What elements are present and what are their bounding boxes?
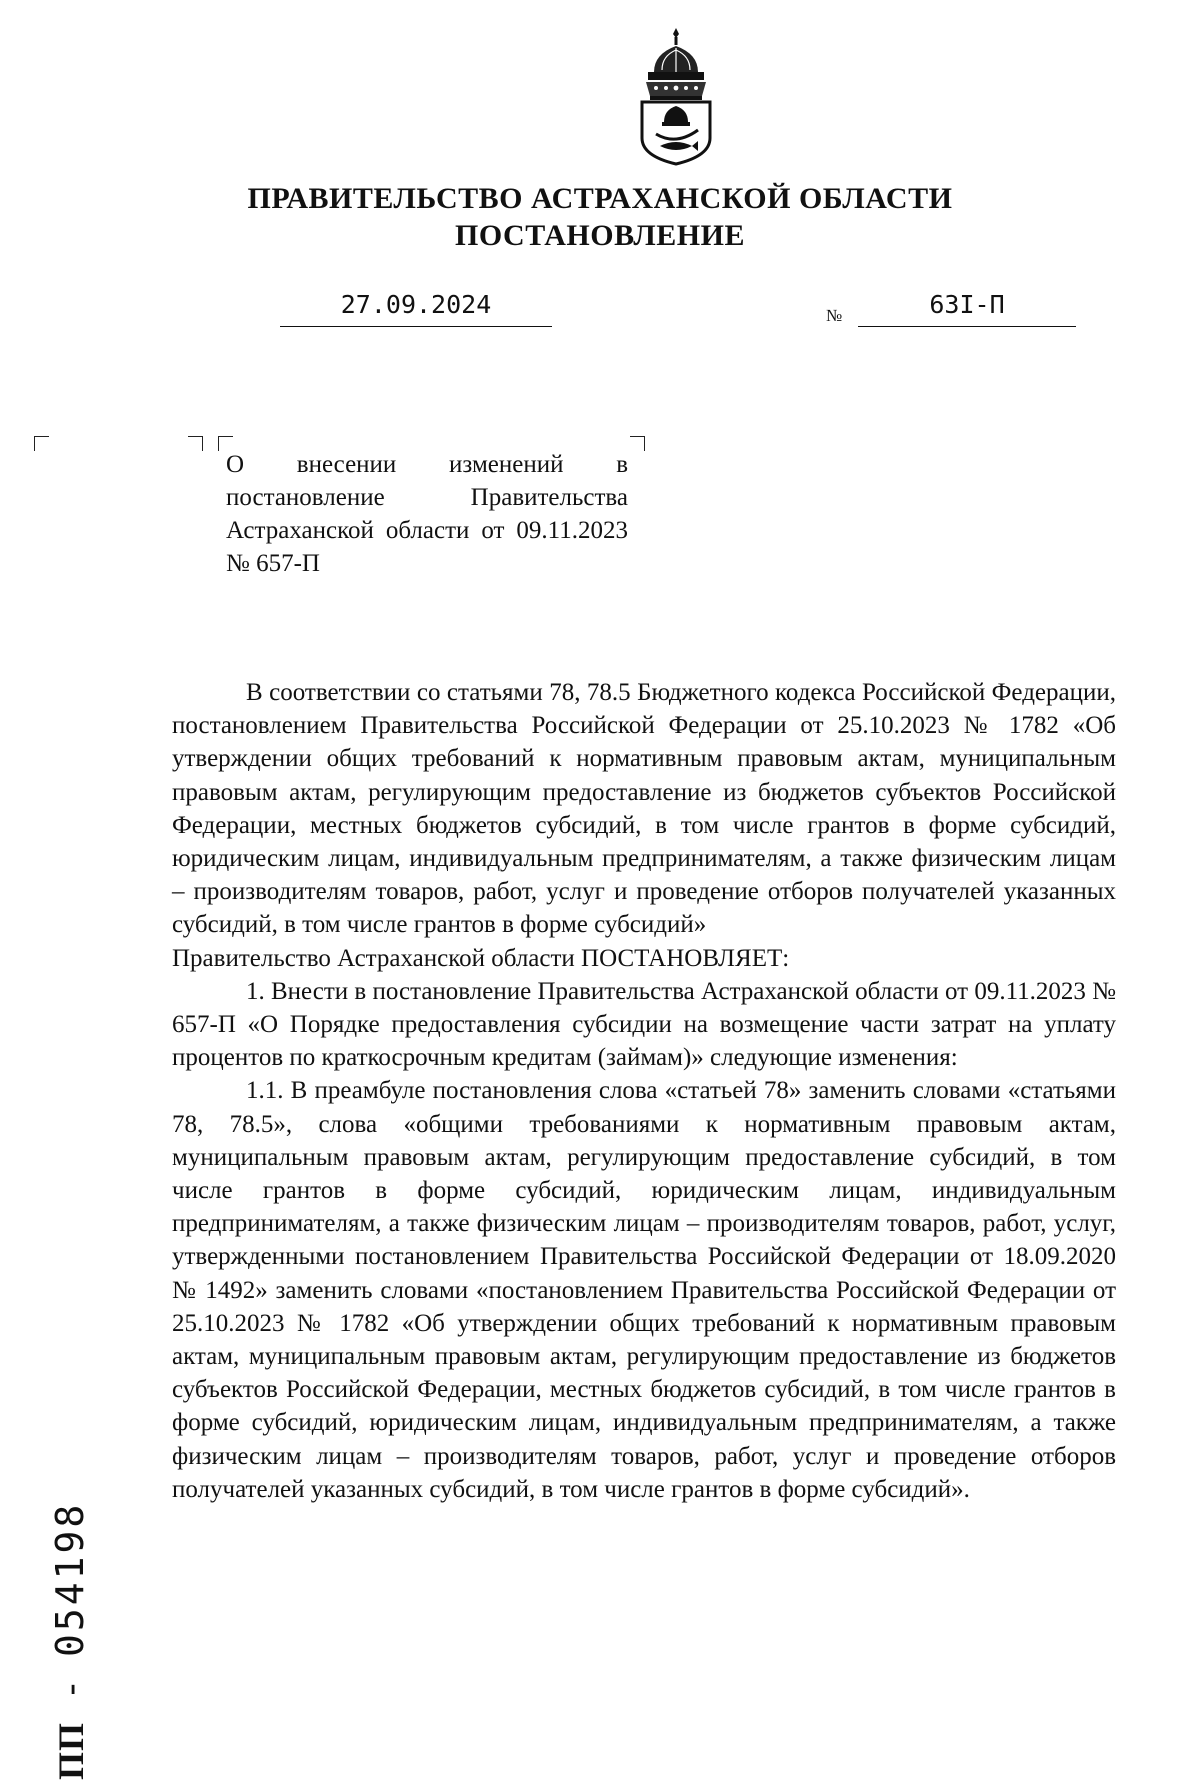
document-subject: О внесении изменений в постановление Правительства Астраханской области от 09.11.2023 № 657-П (226, 451, 628, 577)
clause-1-1: 1.1. В преамбуле постановления слова «статьей 78» заменить словами «статьями 78, 78.5», слова «общими требованиями к нормативным правовым актам, муниципальным правовым актам, регулирующим предоставление субсидий, в том числе грантов в форме субсидий, юридическим лицам, индивидуальным предпринимателям, а также физическим лицам – производителям товаров, работ, услуг, утвержденными постановлением Правительства Российской Федерации от 18.09.2020 № 1492» заменить словами «постановлением Правительства Российской Федерации от 25.10.2023 № 1782 «Об утверждении общих требований к нормативным правовым актам, муниципальным правовым актам, регулирующим предоставление из бюджетов субъектов Российской Федерации, местных бюджетов субсидий, в том числе грантов в форме субсидий, юридическим лицам, индивидуальным предпринимателям, а также физическим лицам – производителям товаров, работ, услуг и проведение отборов получателей указанных субсидий, в том числе грантов в форме субсидий». (172, 1077, 1116, 1503)
number-sign: № (826, 306, 843, 325)
clause-1: 1. Внести в постановление Правительства Астраханской области от 09.11.2023 № 657-П «О Порядке предоставления субсидии на возмещение части затрат на уплату процентов по краткосрочным кредитам (займам)» следующие изменения: (172, 977, 1116, 1072)
document-number: 63I-П (858, 288, 1076, 327)
preamble-paragraph: В соответствии со статьями 78, 78.5 Бюджетного кодекса Российской Федерации, постановлением Правительства Российской Федерации от 25.10.2023 № 1782 «Об утверждении общих требований к нормативным правовым актам, муниципальным правовым актам, регулирующим предоставление из бюджетов субъектов Российской Федерации, местных бюджетов субсидий, в том числе грантов в форме субсидий, юридическим лицам, индивидуальным предпринимателям, а также физическим лицам – производителям товаров, работ, услуг и проведение отборов получателей указанных субсидий, в том числе грантов в форме субсидий» (172, 679, 1116, 939)
serial-dash: - (51, 1656, 92, 1722)
serial-series: ПП (51, 1721, 91, 1780)
serial-code: 054198 (48, 1501, 92, 1657)
document-body (172, 676, 1116, 1506)
corner-mark (34, 436, 49, 451)
corner-mark (188, 436, 203, 451)
form-serial-stamp (48, 1420, 92, 1780)
document-type-title: ПОСТАНОВЛЕНИЕ (455, 219, 745, 252)
astrakhan-coat-of-arms-icon (632, 26, 720, 166)
document-date: 27.09.2024 (280, 288, 552, 327)
corner-mark (630, 436, 645, 451)
resolution-statement: Правительство Астраханской области ПОСТАНОВЛЯЕТ: (172, 944, 790, 972)
government-title: ПРАВИТЕЛЬСТВО АСТРАХАНСКОЙ ОБЛАСТИ (247, 182, 953, 215)
